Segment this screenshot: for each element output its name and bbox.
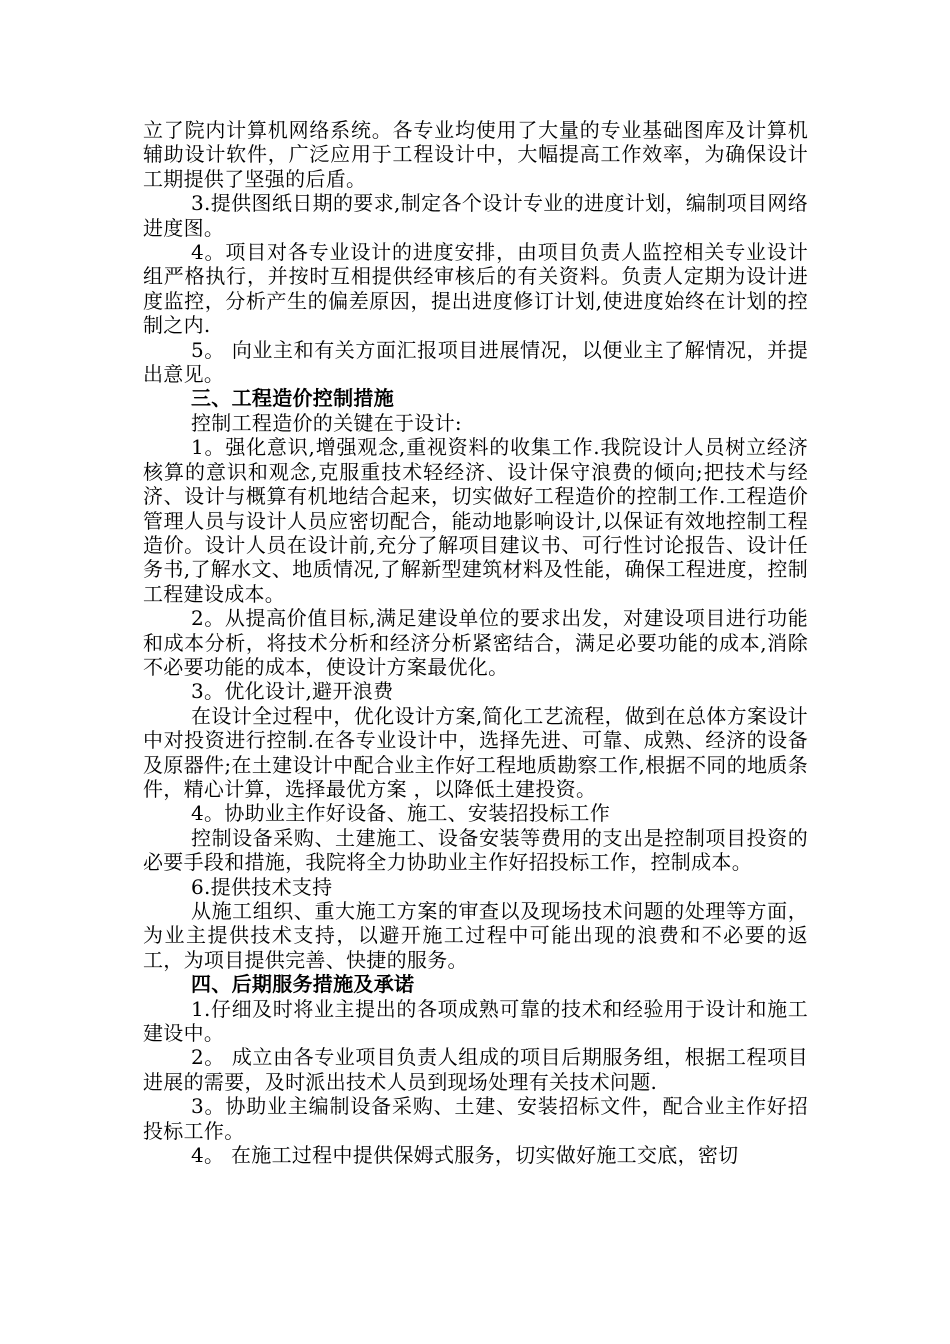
paragraph-item-3-drawing-schedule: 3.提供图纸日期的要求,制定各个设计专业的进度计划，编制项目网络进度图。 <box>143 191 808 240</box>
paragraph-cost-item-3-title: 3。优化设计,避开浪费 <box>191 679 394 704</box>
paragraph-continuation: 立了院内计算机网络系统。各专业均使用了大量的专业基础图库及计算机辅助设计软件，广泛应用于工程设计中，大幅提高工作效率，为确保设计工期提供了坚强的后盾。 <box>143 118 808 191</box>
paragraph-service-item-4: 4。 在施工过程中提供保姆式服务，切实做好施工交底，密切 <box>191 1143 739 1168</box>
paragraph-cost-item-6-title: 6.提供技术支持 <box>191 874 333 899</box>
section-heading-cost-control: 三、工程造价控制措施 <box>191 386 394 411</box>
paragraph-item-4-progress-monitoring: 4。项目对各专业设计的进度安排，由项目负责人监控相关专业设计组严格执行，并按时互相提供经审核后的有关资料。负责人定期为设计进度监控，分析产生的偏差原因，提出进度修订计划,使进度始终在计划的控制之内. <box>143 240 808 338</box>
paragraph-cost-item-1: 1。强化意识,增强观念,重视资料的收集工作.我院设计人员树立经济核算的意识和观念,克服重技术轻经济、设计保守浪费的倾向;把技术与经济、设计与概算有机地结合起来，切实做好工程造价的控制工作.工程造价管理人员与设计人员应密切配合，能动地影响设计,以保证有效地控制工程造价。设计人员在设计前,充分了解项目建议书、可行性讨论报告、设计任务书,了解水文、地质情况,了解新型建筑材料及性能，确保工程进度，控制工程建设成本。 <box>143 435 808 606</box>
paragraph-cost-item-4-title: 4。协助业主作好设备、施工、安装招投标工作 <box>191 801 611 826</box>
paragraph-cost-item-4-body: 控制设备采购、土建施工、设备安装等费用的支出是控制项目投资的必要手段和措施，我院将全力协助业主作好招投标工作，控制成本。 <box>143 825 808 875</box>
paragraph-service-item-2: 2。 成立由各专业项目负责人组成的项目后期服务组，根据工程项目进展的需要，及时派出技术人员到现场处理有关技术问题. <box>143 1045 808 1094</box>
paragraph-service-item-1: 1.仔细及时将业主提出的各项成熟可靠的技术和经验用于设计和施工建设中。 <box>143 996 808 1046</box>
paragraph-cost-key: 控制工程造价的关键在于设计: <box>191 410 462 435</box>
paragraph-cost-item-2: 2。从提高价值目标,满足建设单位的要求出发，对建设项目进行功能和成本分析，将技术分析和经济分析紧密结合，满足必要功能的成本,消除不必要功能的成本，使设计方案最优化。 <box>143 606 808 679</box>
paragraph-cost-item-3-body: 在设计全过程中，优化设计方案,简化工艺流程，做到在总体方案设计中对投资进行控制.在各专业设计中，选择先进、可靠、成熟、经济的设备及原器件;在土建设计中配合业主作好工程地质勘察工作,根据不同的地质条件，精心计算，选择最优方案 ，以降低土建投资。 <box>143 703 808 801</box>
paragraph-service-item-3: 3。协助业主编制设备采购、土建、安装招标文件，配合业主作好招投标工作。 <box>143 1094 808 1143</box>
paragraph-cost-item-6-body: 从施工组织、重大施工方案的审查以及现场技术问题的处理等方面，为业主提供技术支持，以避开施工过程中可能出现的浪费和不必要的返工，为项目提供完善、快捷的服务。 <box>143 899 808 972</box>
document-body <box>143 118 808 1167</box>
section-heading-after-service: 四、后期服务措施及承诺 <box>191 972 415 997</box>
paragraph-item-5-report-progress: 5。 向业主和有关方面汇报项目进展情况，以便业主了解情况，并提出意见。 <box>143 337 808 387</box>
